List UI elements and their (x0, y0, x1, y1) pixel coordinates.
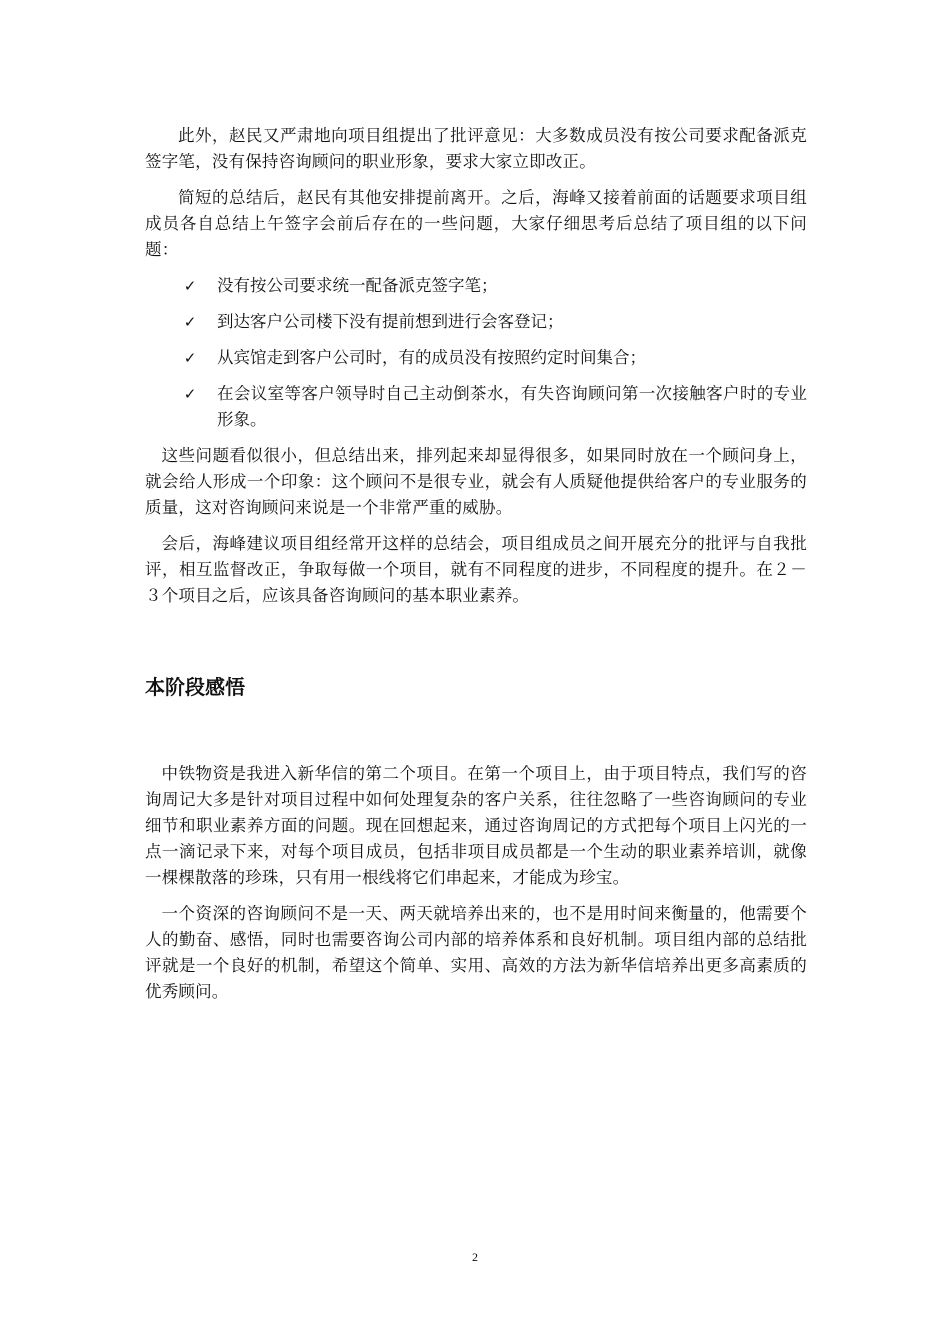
checkmark-icon: ✓ (183, 277, 197, 295)
list-item-text: 没有按公司要求统一配备派克签字笔； (217, 276, 498, 295)
checkmark-icon: ✓ (183, 313, 197, 331)
list-item-text: 在会议室等客户领导时自己主动倒茶水，有失咨询顾问第一次接触客户时的专业形象。 (217, 384, 807, 429)
problem-list (145, 273, 807, 433)
paragraph-criticism: 此外，赵民又严肃地向项目组提出了批评意见：大多数成员没有按公司要求配备派克签字笔，没有保持咨询顾问的职业形象，要求大家立即改正。 (145, 126, 807, 171)
paragraph-reflection-project: 中铁物资是我进入新华信的第二个项目。在第一个项目上，由于项目特点，我们写的咨询周记大多是针对项目过程中如何处理复杂的客户关系，往往忽略了一些咨询顾问的专业细节和职业素养方面的问题。现在回想起来，通过咨询周记的方式把每个项目上闪光的一点一滴记录下来，对每个项目成员，包括非项目成员都是一个生动的职业素养培训，就像一棵棵散落的珍珠，只有用一根线将它们串起来，才能成为珍宝。 (145, 764, 807, 887)
checkmark-icon: ✓ (183, 349, 197, 367)
page-body (145, 123, 807, 1005)
checkmark-icon: ✓ (183, 385, 197, 403)
section-heading: 本阶段感悟 (145, 675, 245, 699)
spacer (145, 701, 807, 761)
paragraph-meeting-suggestion: 会后，海峰建议项目组经常开这样的总结会，项目组成员之间开展充分的批评与自我批评，相互监督改正，争取每做一个项目，就有不同程度的进步，不同程度的提升。在２－３个项目之后，应该具备咨询顾问的基本职业素养。 (145, 534, 807, 605)
list-item-text: 到达客户公司楼下没有提前想到进行会客登记； (217, 312, 564, 331)
list-item (145, 273, 807, 299)
spacer (145, 609, 807, 673)
list-item (145, 381, 807, 433)
paragraph-summary-intro: 简短的总结后，赵民有其他安排提前离开。之后，海峰又接着前面的话题要求项目组成员各自总结上午签字会前后存在的一些问题，大家仔细思考后总结了项目组的以下问题： (145, 188, 807, 259)
paragraph-problems-impact: 这些问题看似很小，但总结出来，排列起来却显得很多，如果同时放在一个顾问身上，就会给人形成一个印象：这个顾问不是很专业，就会有人质疑他提供给客户的专业服务的质量，这对咨询顾问来说是一个非常严重的威胁。 (145, 446, 807, 517)
page-number: 2 (472, 1250, 478, 1264)
list-item-text: 从宾馆走到客户公司时，有的成员没有按照约定时间集合； (217, 348, 646, 367)
paragraph-reflection-consultant: 一个资深的咨询顾问不是一天、两天就培养出来的，也不是用时间来衡量的，他需要个人的勤奋、感悟，同时也需要咨询公司内部的培养体系和良好机制。项目组内部的总结批评就是一个良好的机制，希望这个简单、实用、高效的方法为新华信培养出更多高素质的优秀顾问。 (145, 904, 807, 1001)
list-item (145, 309, 807, 335)
list-item (145, 345, 807, 371)
